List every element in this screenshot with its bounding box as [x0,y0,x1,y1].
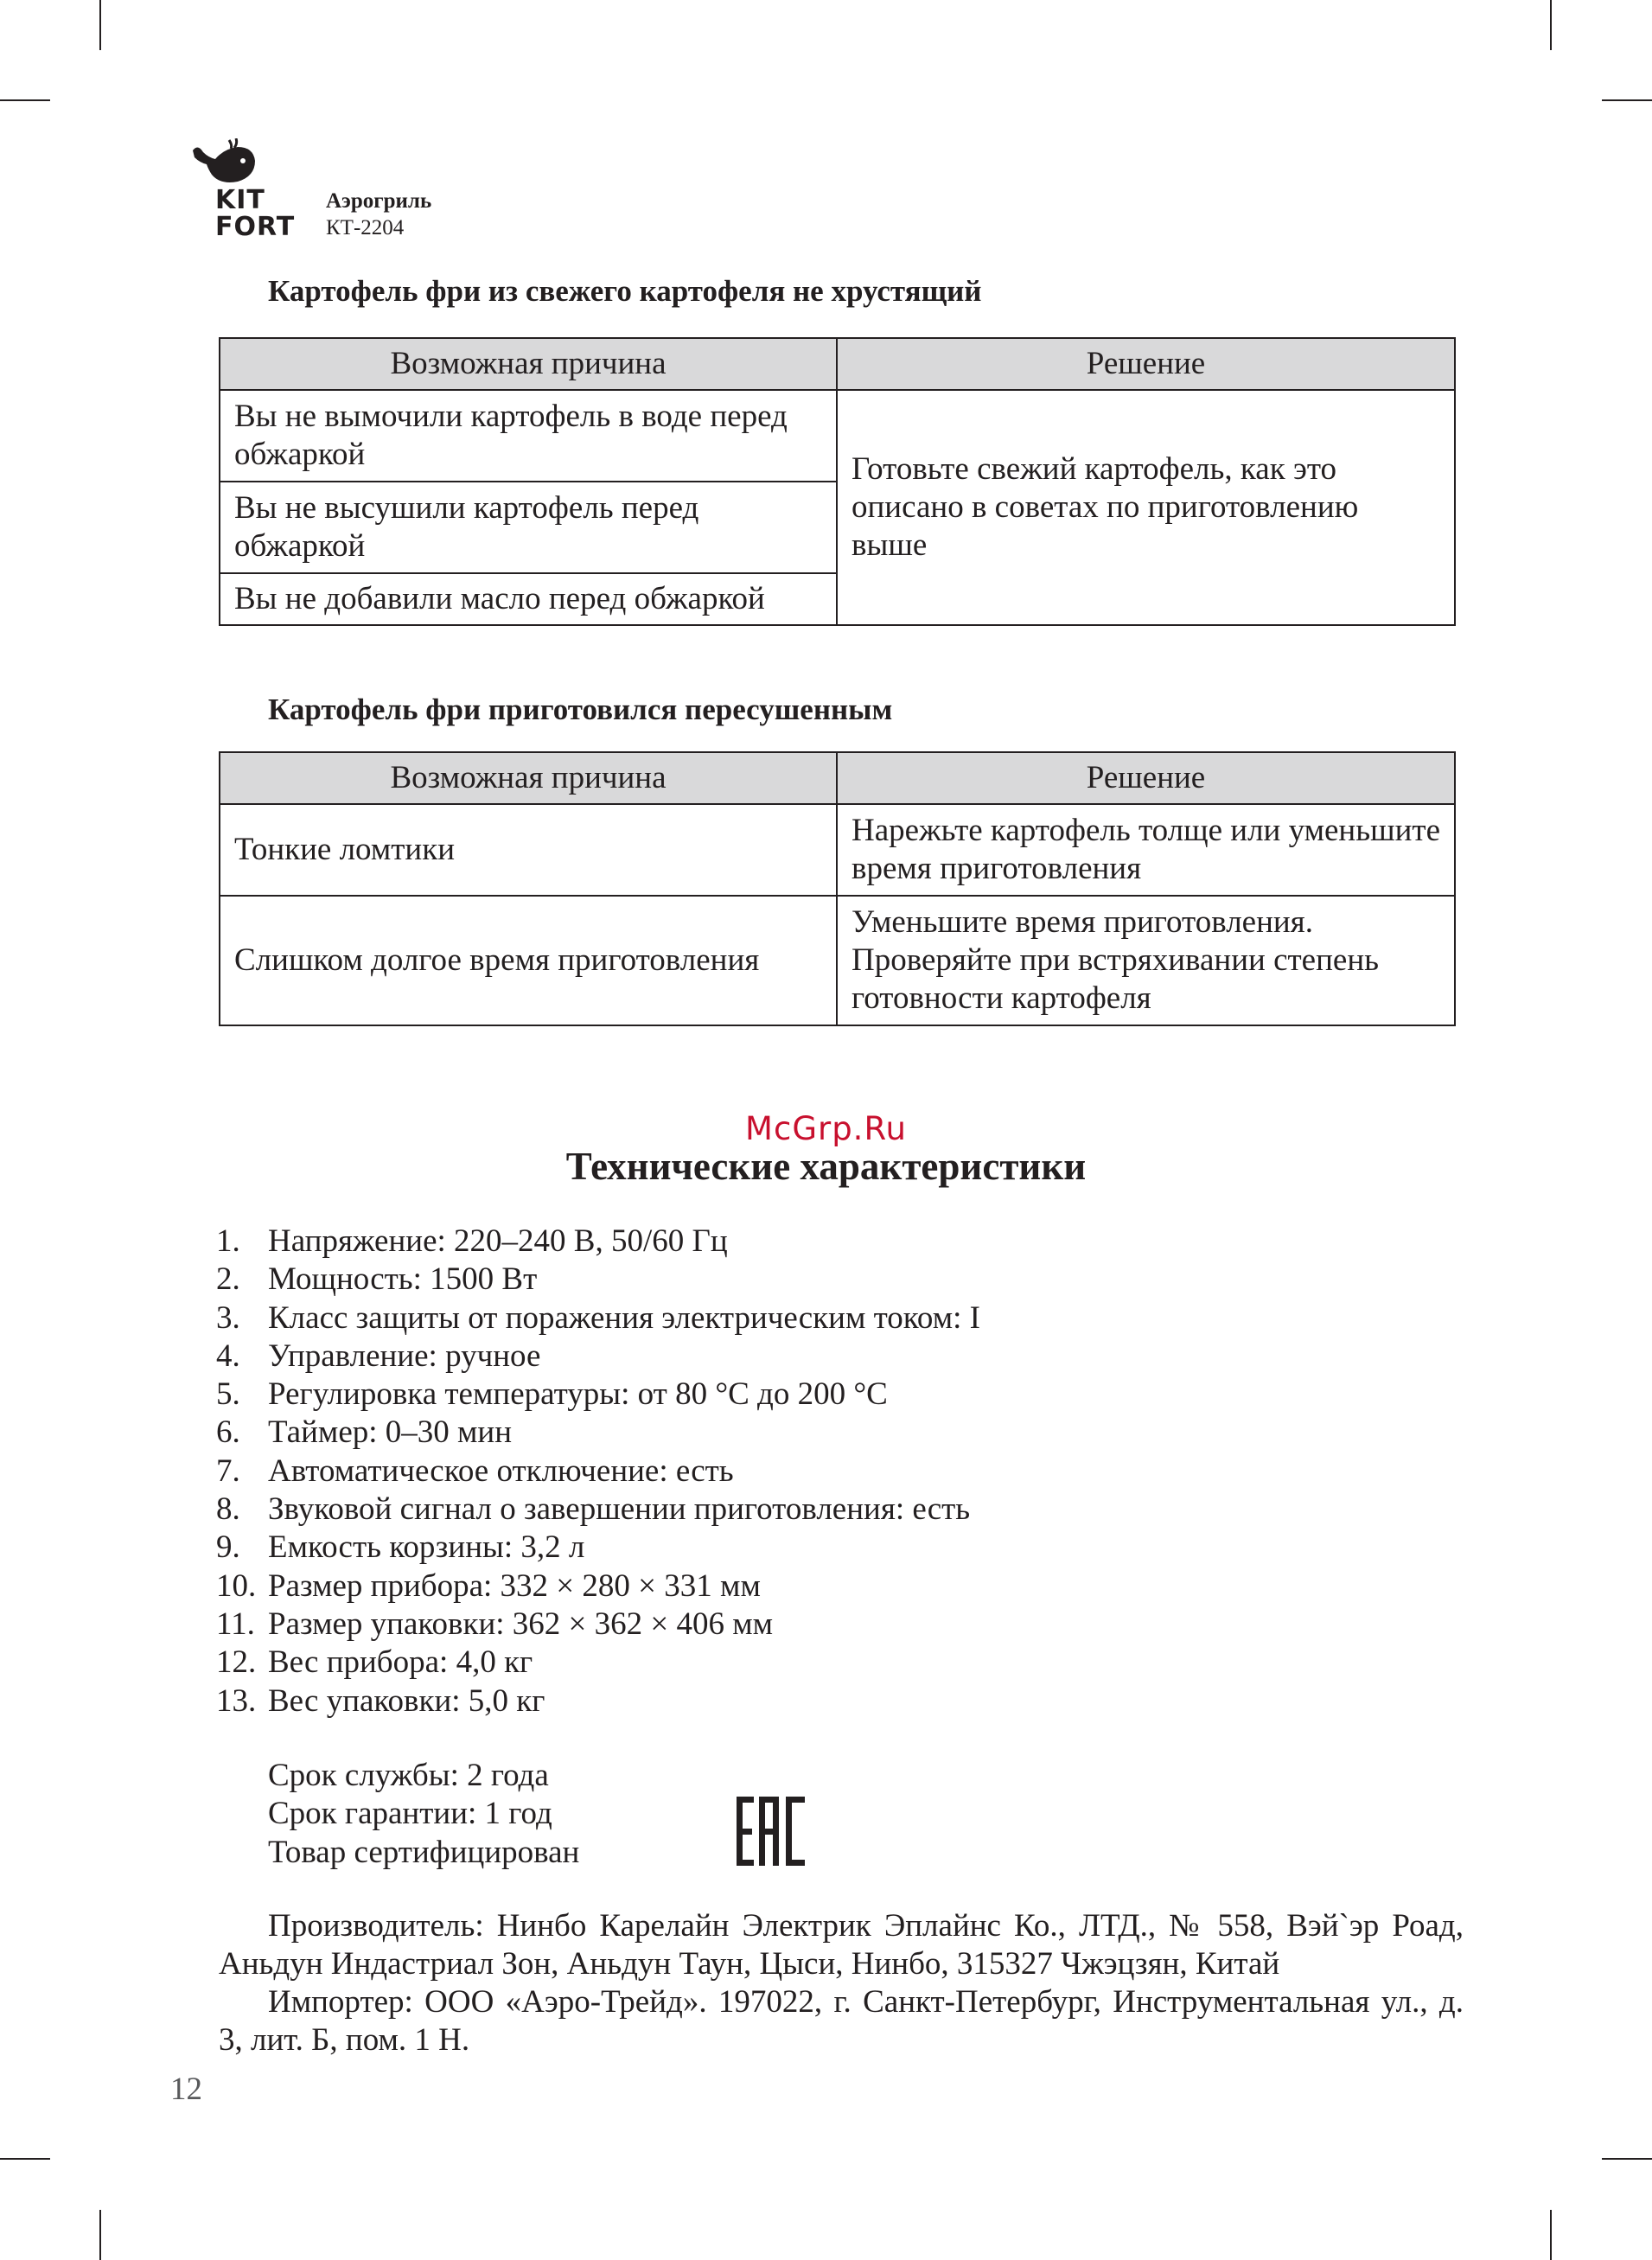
list-item [216,1529,980,1567]
item-number: 5. [216,1376,240,1413]
cause-cell: Вы не вымочили картофель в воде перед обжаркой [220,390,837,482]
list-item [216,1682,980,1721]
item-text: Емкость корзины: 3,2 л [268,1529,585,1566]
cause-cell: Вы не высушили картофель перед обжаркой [220,482,837,573]
item-text: Класс защиты от поражения электрическим током: I [268,1299,980,1336]
item-number: 4. [216,1337,240,1374]
item-number: 2. [216,1261,240,1298]
section-title-not-crispy: Картофель фри из свежего картофеля не хрустящий [268,274,982,308]
crop-mark [1602,2158,1652,2160]
list-item [216,1223,980,1261]
crop-mark [1602,99,1652,101]
cause-cell: Вы не добавили масло перед обжаркой [220,573,837,625]
list-item [216,1452,980,1491]
item-text: Звуковой сигнал о завершении приготовления: есть [268,1491,971,1528]
item-number: 3. [216,1299,240,1336]
cause-cell: Слишком долгое время приготовления [220,896,837,1025]
crop-mark [1550,0,1552,50]
table-header-row [220,752,1455,804]
list-item [216,1337,980,1376]
importer-info: Импортер: ООО «Аэро-Трейд». 197022, г. Санкт-Петербург, Инструментальная ул., д. 3, лит. Б, пом. 1 Н. [219,1984,1464,2058]
warranty-period: Срок гарантии: 1 год [268,1796,552,1832]
crop-mark [0,2158,50,2160]
watermark: McGrp.Ru [745,1110,907,1147]
item-text: Управление: ручное [268,1337,541,1374]
specs-list [216,1223,980,1721]
kitfort-logo [186,138,298,242]
item-number: 11. [216,1606,255,1642]
list-item [216,1414,980,1452]
service-info [268,1757,579,1872]
manufacturer-info: Производитель: Нинбо Карелайн Электрик Эплайнс Ко., ЛТД., № 558, Вэй`эр Роад, Аньдун Индастриал Зон, Аньдун Таун, Цыси, Нинбо, 315327 Чжэцзян, Китай [219,1908,1464,1982]
page-header [186,138,532,242]
list-item [216,1299,980,1337]
list-item [216,1644,980,1682]
page-number: 12 [170,2072,202,2107]
table-row [220,804,1455,896]
service-life: Срок службы: 2 года [268,1758,549,1793]
col-header-solution: Решение [837,752,1455,804]
col-header-cause: Возможная причина [220,338,837,390]
crop-mark [99,0,101,50]
item-text: Вес прибора: 4,0 кг [268,1644,533,1681]
solution-cell: Готовьте свежий картофель, как это описано в советах по приготовлению выше [837,390,1455,625]
troubleshoot-table-not-crispy [219,337,1456,626]
item-text: Напряжение: 220–240 В, 50/60 Гц [268,1223,728,1259]
list-item [216,1376,980,1414]
logo-line-kit: KIT [215,185,265,215]
list-item [216,1491,980,1529]
item-text: Размер прибора: 332 × 280 × 331 мм [268,1567,761,1604]
list-item [216,1567,980,1606]
item-text: Мощность: 1500 Вт [268,1261,538,1298]
item-number: 7. [216,1452,240,1489]
crop-mark [1550,2210,1552,2260]
item-number: 9. [216,1529,240,1566]
list-item [216,1261,980,1299]
solution-cell: Нарежьте картофель толще или уменьшите время приготовления [837,804,1455,896]
item-number: 10. [216,1567,257,1604]
certification-note: Товар сертифицирован [268,1834,580,1870]
item-text: Автоматическое отключение: есть [268,1452,734,1489]
item-text: Размер упаковки: 362 × 362 × 406 мм [268,1606,774,1642]
item-text: Таймер: 0–30 мин [268,1414,513,1451]
item-number: 6. [216,1414,240,1451]
item-number: 12. [216,1644,257,1681]
item-number: 8. [216,1491,240,1528]
product-name: Аэрогриль [326,189,432,213]
item-text: Регулировка температуры: от 80 °С до 200 °С [268,1376,888,1413]
whale-icon [189,138,258,190]
solution-cell: Уменьшите время приготовления. Проверяйте при встряхивании степень готовности картофеля [837,896,1455,1025]
crop-mark [99,2210,101,2260]
section-title-overdried: Картофель фри приготовился пересушенным [268,693,893,726]
specs-title: Технические характеристики [565,1145,1087,1188]
col-header-solution: Решение [837,338,1455,390]
item-number: 13. [216,1682,257,1719]
product-model: КТ-2204 [326,216,405,239]
list-item [216,1606,980,1644]
troubleshoot-table-overdried [219,751,1456,1026]
item-text: Вес упаковки: 5,0 кг [268,1682,545,1719]
cause-cell: Тонкие ломтики [220,804,837,896]
logo-line-fort: FORT [215,212,296,242]
table-row [220,390,1455,482]
table-header-row [220,338,1455,390]
item-number: 1. [216,1223,240,1259]
eac-mark-icon [737,1797,806,1866]
product-info [326,188,431,241]
crop-mark [0,99,50,101]
table-row [220,896,1455,1025]
col-header-cause: Возможная причина [220,752,837,804]
